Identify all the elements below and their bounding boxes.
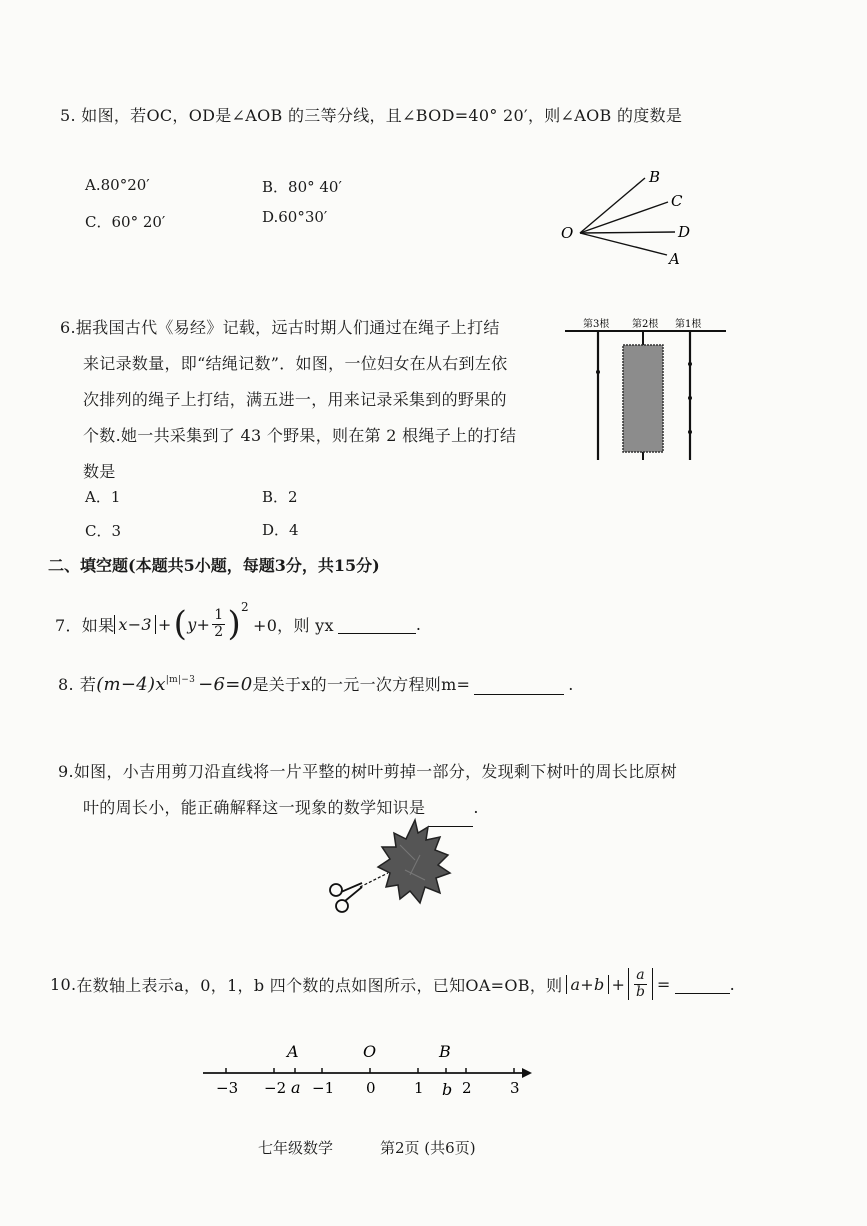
tick-label: −3 [216,1079,239,1097]
question-5 [60,103,682,126]
rope-label-1: 第1根 [675,319,702,330]
section-heading: 二、填空题(本题共5小题，每题3分，共15分) [48,556,380,575]
angle-figure [555,160,705,275]
question-number: 6. [60,318,76,337]
question-number: 5. [60,106,76,125]
question-line-5: 数是 [83,462,116,481]
fraction [212,608,225,640]
answer-blank[interactable] [675,975,730,994]
exponent: 2 [241,600,249,614]
leaf-scissors-figure [320,815,470,920]
occluded-patch [623,345,663,452]
question-number: 9. [58,762,74,781]
option-b[interactable]: B．2 [262,488,298,506]
question-line-1: 据我国古代《易经》记载，远古时期人们通过在绳子上打结 [75,318,500,337]
fraction-denominator: b [635,983,646,1000]
footer-page: 第2页 (共6页) [380,1139,476,1157]
question-7: 7．如果 x−3 + ( y+ $\frac{1}{2}$ ) $^2$ +0，则 yx . [55,600,422,644]
fraction-numerator: a [636,967,645,984]
question-line-3: 次排列的绳子上打结，满五进一，用来记录采集到的野果的 [83,390,507,409]
answer-blank[interactable] [474,675,564,695]
answer-blank[interactable] [338,615,416,634]
question-9: 9.如图，小吉用剪刀沿直线将一片平整的树叶剪掉一部分，发现剩下树叶的周长比原树 叶的周长小，能正确解释这一现象的数学知识是 . [58,754,677,827]
rope-label-3: 第3根 [583,319,610,330]
equation-expr: (m−4)x [96,674,166,695]
tick-label: 3 [510,1079,520,1097]
question-number: 8. [58,675,74,694]
question-tail: +0，则 yx [252,615,334,635]
label-c: C [671,192,683,210]
absolute-fraction [628,968,653,1000]
scissors-icon [330,883,362,912]
option-b[interactable]: B．80° 40′ [262,178,342,196]
question-8: 8. 若 (m−4)x $^{|m|-3}$ −6=0 是关于x的一元一次方程则m= . [58,674,574,695]
label-o: O [561,224,574,242]
fraction [634,968,647,1000]
option-c[interactable]: C．3 [85,522,122,540]
question-6 [60,310,516,490]
rope-label-2: 第2根 [632,319,659,330]
right-paren: ) [227,604,242,644]
question-text: 如图，若OC，OD是∠AOB 的三等分线，且∠BOD=40° 20′，则∠AOB 的度数是 [81,106,683,125]
absolute-value-expr: a+b [566,975,608,994]
number-line [195,1035,540,1100]
question-line-2: 来记录数量，即“结绳记数”．如图，一位妇女在从右到左依 [83,354,508,373]
tick-label: −2 [264,1079,287,1097]
option-c[interactable]: C．60° 20′ [85,213,166,231]
question-10: 10. 在数轴上表示a，0，1，b 四个数的点如图所示，已知OA=OB，则 a+b + $\frac{a}{b}$ = . [50,967,736,1000]
equation-tail: −6=0 [198,674,253,695]
question-number: 10. [50,974,77,994]
option-a[interactable]: A．1 [85,488,121,506]
point-label-b: B [439,1042,451,1061]
tick-label: 1 [414,1079,424,1097]
question-line-4: 个数.她一共采集到了 43 个野果，则在第 2 根绳子上的打结 [83,426,517,445]
tick-label: −1 [312,1079,335,1097]
mark-b: b [442,1080,453,1099]
equals-sign: = [656,974,671,994]
mark-a: a [291,1078,301,1097]
label-d: D [678,223,691,241]
question-text: 在数轴上表示a，0，1，b 四个数的点如图所示，已知OA=OB，则 [76,975,563,995]
exponent: |m|−3 [165,675,196,685]
question-tail: 是关于x的一元一次方程则m= [252,675,471,694]
question-number: 7．如果 [55,615,115,635]
absolute-value-expr: x−3 [114,615,156,634]
point-label-a: A [287,1042,299,1061]
plus-sign: + [611,974,626,994]
question-prefix: 若 [79,675,97,694]
label-b: B [649,168,661,186]
y-term: y+ [187,614,211,634]
label-a: A [669,250,680,268]
left-paren: ( [173,604,188,644]
option-d[interactable]: D．4 [262,521,299,539]
fraction-denominator: 2 [214,623,224,640]
question-line-1: 如图，小吉用剪刀沿直线将一片平整的树叶剪掉一部分，发现剩下树叶的周长比原树 [73,762,677,781]
leaf-icon [378,820,450,903]
knot-rope-figure [560,312,730,464]
point-label-o: O [363,1042,377,1061]
footer-subject: 七年级数学 [258,1139,334,1157]
tick-label: 2 [462,1079,472,1097]
option-a[interactable]: A.80°20′ [85,176,150,194]
option-d[interactable]: D.60°30′ [262,208,328,226]
fraction-numerator: 1 [214,607,224,624]
tick-label: 0 [366,1079,376,1097]
plus-sign: + [157,614,172,634]
question-line-2: 叶的周长小，能正确解释这一现象的数学知识是 [83,798,426,817]
